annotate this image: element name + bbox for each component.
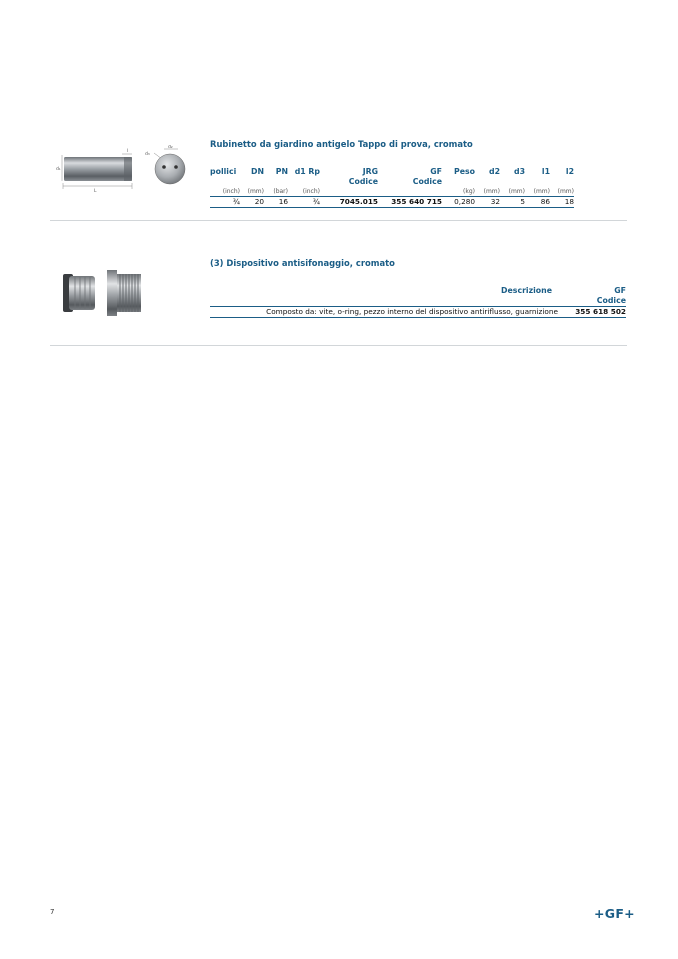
- table-header-row: [210, 167, 574, 177]
- table-row: [210, 307, 626, 318]
- cell: 16: [278, 197, 288, 206]
- cell: Composto da: vite, o-ring, pezzo interno del dispositivo antiriflusso, guarnizione: [266, 307, 558, 316]
- col-header: Codice: [596, 296, 626, 305]
- cell: ¾: [312, 197, 320, 206]
- spec-table-tappo: [210, 167, 574, 208]
- cell: 355 618 502: [575, 307, 626, 316]
- col-header: GF: [430, 167, 442, 176]
- label-d2: d₂: [168, 145, 173, 150]
- table-units-row: [210, 187, 574, 197]
- gf-logo: +GF+: [594, 906, 635, 921]
- col-header: DN: [251, 167, 264, 176]
- col-header: d3: [513, 167, 525, 176]
- cell: 5: [520, 197, 525, 206]
- col-header: l1: [541, 167, 550, 176]
- section-title-tappo: Rubinetto da giardino antigelo Tappo di prova, cromato: [210, 139, 473, 149]
- unit-label: (mm): [247, 188, 264, 195]
- label-l1: L: [94, 189, 97, 194]
- cell: 355 640 715: [391, 197, 442, 206]
- unit-label: (inch): [222, 188, 240, 195]
- unit-label: (bar): [273, 188, 288, 195]
- unit-label: (kg): [463, 188, 475, 195]
- col-header: Peso: [454, 167, 475, 176]
- label-l2: l: [127, 149, 129, 154]
- col-header: d1 Rp: [294, 167, 320, 176]
- unit-label: (mm): [483, 188, 500, 195]
- cell: 18: [564, 197, 574, 206]
- section-title-antisifonaggio: (3) Dispositivo antisifonaggio, cromato: [210, 258, 395, 268]
- col-header: pollici: [210, 167, 237, 176]
- col-header: l2: [565, 167, 574, 176]
- section-divider: [50, 345, 627, 346]
- cylinder-shape: [64, 157, 132, 181]
- unit-label: (mm): [557, 188, 574, 195]
- col-header: Codice: [348, 177, 378, 186]
- label-d3: d₃: [145, 152, 150, 157]
- section-divider: [50, 220, 627, 221]
- table-row: [210, 197, 574, 208]
- product-image-tappo: [50, 145, 200, 195]
- col-header: Codice: [412, 177, 442, 186]
- table-header-row-2: [210, 177, 574, 187]
- disc-shape: [155, 154, 185, 184]
- cell: 7045.015: [339, 197, 378, 206]
- label-d1: d₁: [56, 167, 61, 172]
- col-header: PN: [275, 167, 288, 176]
- unit-label: (mm): [533, 188, 550, 195]
- unit-label: (mm): [508, 188, 525, 195]
- col-header: d2: [488, 167, 500, 176]
- cell: ¾: [232, 197, 240, 206]
- cell: 32: [490, 197, 500, 206]
- product-image-antisifonaggio: [55, 266, 150, 321]
- table-header-row-2: [210, 296, 626, 307]
- cell: 0,280: [454, 197, 475, 206]
- col-header: JRG: [362, 167, 378, 176]
- col-header: Descrizione: [501, 286, 552, 295]
- screw-part-shape: [69, 276, 95, 310]
- hex-nut-shape: [107, 270, 117, 316]
- table-header-row: [210, 286, 626, 296]
- unit-label: (inch): [302, 188, 320, 195]
- col-header: GF: [614, 286, 626, 295]
- cell: 86: [540, 197, 550, 206]
- spec-table-antisifonaggio: [210, 286, 626, 318]
- cell: 20: [254, 197, 264, 206]
- page-number: 7: [50, 908, 55, 916]
